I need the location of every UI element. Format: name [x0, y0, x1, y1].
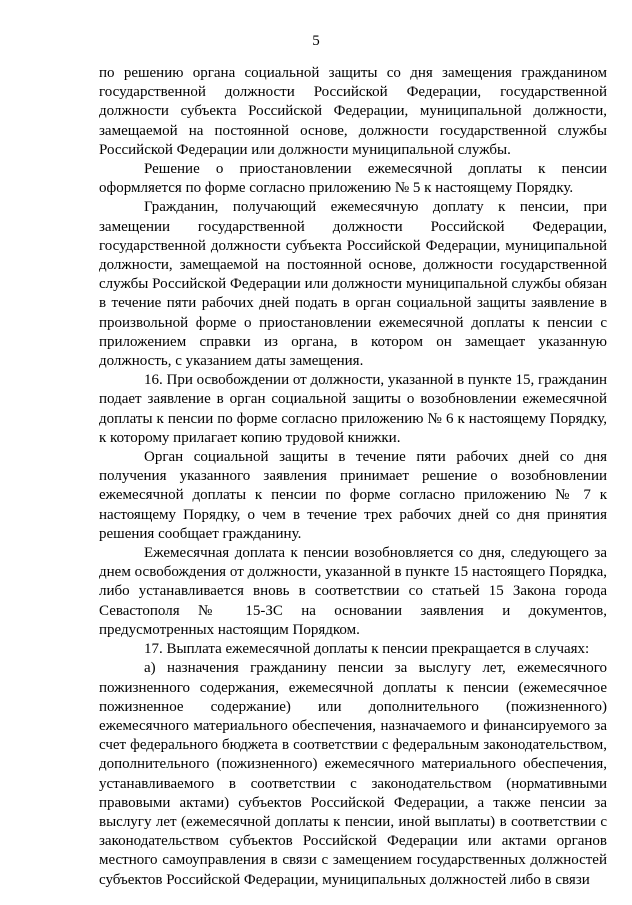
paragraph-citizen-obligation: Гражданин, получающий ежемесячную доплату к пенсии, при замещении государственной должности Российской Федерации, государственной должности субъекта Российской Федерации, муниципальной должности, замещаемой на постоянной основе, должности государственной службы Российской Федерации или должности муниципальной службы обязан в течение пяти рабочих дней подать в орган социальной защиты заявление в произвольной форме о приостановлении ежемесячной доплаты к пенсии с приложением справки из органа, в котором он замещает указанную должность, с указанием даты замещения. — [99, 199, 607, 370]
paragraph-continuation: по решению органа социальной защиты со дня замещения гражданином государственной должности Российской Федерации, государственной должности субъекта Российской Федерации, муниципальной должности, замещаемой на постоянной основе, должности государственной службы Российской Федерации или должности муниципальной службы. — [99, 65, 607, 158]
paragraph-suspension-decision: Решение о приостановлении ежемесячной доплаты к пенсии оформляется по форме согласно приложению № 5 к настоящему Порядку. — [99, 161, 607, 197]
paragraph-resumption-decision: Орган социальной защиты в течение пяти рабочих дней со дня получения указанного заявления принимает решение о возобновлении ежемесячной доплаты к пенсии по форме согласно приложению № 7 к настоящему Порядку, о чем в течение трех рабочих дней со дня принятия решения сообщает гражданину. — [99, 449, 607, 542]
paragraph-clause-16: 16. При освобождении от должности, указанной в пункте 15, гражданин подает заявление в орган социальной защиты о возобновлении ежемесячной доплаты к пенсии по форме согласно приложению № 6 к настоящему Порядку, к которому прилагает копию трудовой книжки. — [99, 372, 608, 446]
document-body — [99, 64, 607, 890]
paragraph-resumption-date: Ежемесячная доплата к пенсии возобновляется со дня, следующего за днем освобождения от должности, указанной в пункте 15 настоящего Порядка, либо устанавливается вновь в соответствии со статьей 15 Закона города Севастополя № 15-ЗС на основании заявления и документов, предусмотренных настоящим Порядком. — [99, 545, 607, 638]
paragraph-clause-17: 17. Выплата ежемесячной доплаты к пенсии прекращается в случаях: — [144, 641, 590, 658]
paragraph-clause-17a: а) назначения гражданину пенсии за выслугу лет, ежемесячного пожизненного содержания, ежемесячной доплаты к пенсии (ежемесячное пожизненное содержание) или дополнительного (пожизненного) ежемесячного материального обеспечения, назначаемого и финансируемого за счет федерального бюджета в соответствии с федеральным законодательством, дополнительного (пожизненного) ежемесячного материального обеспечения, устанавливаемого в соответствии с законодательством (нормативными правовыми актами) субъектов Российской Федерации, а также пенсии за выслугу лет (ежемесячной доплаты к пенсии, иной выплаты) в соответствии с законодательством субъектов Российской Федерации или актами органов местного самоуправления в связи с замещением государственных должностей субъектов Российской Федерации, муниципальных должностей либо в связи — [99, 660, 607, 888]
page-number: 5 — [312, 33, 320, 49]
